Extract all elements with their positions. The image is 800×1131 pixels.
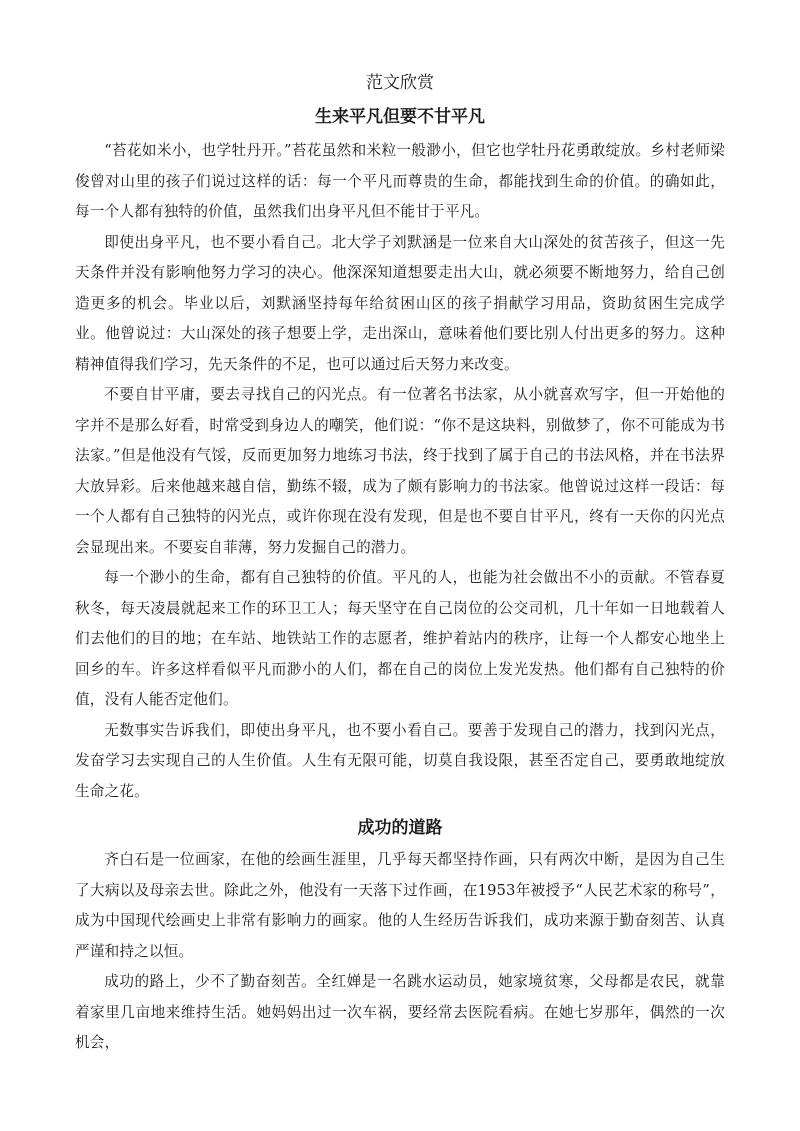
- page-heading: 范文欣赏: [366, 73, 434, 93]
- essay-1-paragraph: 不要自甘平庸，要去寻找自己的闪光点。有一位著名书法家，从小就喜欢写字，但一开始他的字并不是那么好看，时常受到身边人的嘲笑，他们说：“你不是这块料，别做梦了，你不可能成为书法家。”但是他没有气馁，反而更加努力地练习书法，终于找到了属于自己的书法风格，并在书法界大放异彩。后来他越来越自信，勤练不辍，成为了颇有影响力的书法家。他曾说过这样一段话：每一个人都有自己独特的闪光点，或许你现在没有发现，但是也不要自甘平凡，终有一天你的闪光点会显现出来。不要妄自菲薄，努力发掘自己的潜力。: [75, 386, 725, 556]
- essay-1-paragraph: “苔花如米小，也学牡丹开。”苔花虽然和米粒一般渺小，但它也学牡丹花勇敢绽放。乡村老师梁俊曾对山里的孩子们说过这样的话：每一个平凡而尊贵的生命，都能找到生命的价值。的确如此，每一个人都有独特的价值，虽然我们出身平凡但不能甘于平凡。: [75, 142, 725, 220]
- essay-2-paragraph: 成功的路上，少不了勤奋刻苦。全红婵是一名跳水运动员，她家境贫寒，父母都是农民，就靠着家里几亩地来维持生活。她妈妈出过一次车祸，要经常去医院看病。在她七岁那年，偶然的一次机会，: [75, 973, 725, 1051]
- essay-1-title: 生来平凡但要不甘平凡: [315, 107, 485, 127]
- essay-1-paragraph: 即使出身平凡，也不要小看自己。北大学子刘默涵是一位来自大山深处的贫苦孩子，但这一先天条件并没有影响他努力学习的决心。他深深知道想要走出大山，就必须要不断地努力，给自己创造更多的机会。毕业以后，刘默涵坚持每年给贫困山区的孩子捐献学习用品，资助贫困生完成学业。他曾说过：大山深处的孩子想要上学，走出深山，意味着他们要比别人付出更多的努力。这种精神值得我们学习，先天条件的不足，也可以通过后天努力来改变。: [75, 233, 725, 373]
- essay-2-paragraph: 齐白石是一位画家，在他的绘画生涯里，几乎每天都坚持作画，只有两次中断，是因为自己生了大病以及母亲去世。除此之外，他没有一天落下过作画，在1953年被授予“人民艺术家的称号”，成为中国现代绘画史上非常有影响力的画家。他的人生经历告诉我们，成功来源于勤奋刻苦、认真严谨和持之以恒。: [75, 851, 725, 960]
- essay-1-paragraph: 每一个渺小的生命，都有自己独特的价值。平凡的人，也能为社会做出不小的贡献。不管春夏秋冬，每天凌晨就起来工作的环卫工人；每天坚守在自己岗位的公交司机，几十年如一日地载着人们去他们的目的地；在车站、地铁站工作的志愿者，维护着站内的秩序，让每一个人都安心地坐上回乡的车。许多这样看似平凡而渺小的人们，都在自己的岗位上发光发热。他们都有自己独特的价值，没有人能否定他们。: [75, 569, 725, 708]
- essay-2: [75, 815, 725, 1059]
- essay-2-title: 成功的道路: [357, 818, 443, 838]
- document-page: [75, 70, 725, 1059]
- essay-1-paragraph: 无数事实告诉我们，即使出身平凡，也不要小看自己。要善于发现自己的潜力，找到闪光点，发奋学习去实现自己的人生价值。人生有无限可能，切莫自我设限，甚至否定自己，要勇敢地绽放生命之花。: [75, 721, 725, 800]
- essay-1: [75, 104, 725, 807]
